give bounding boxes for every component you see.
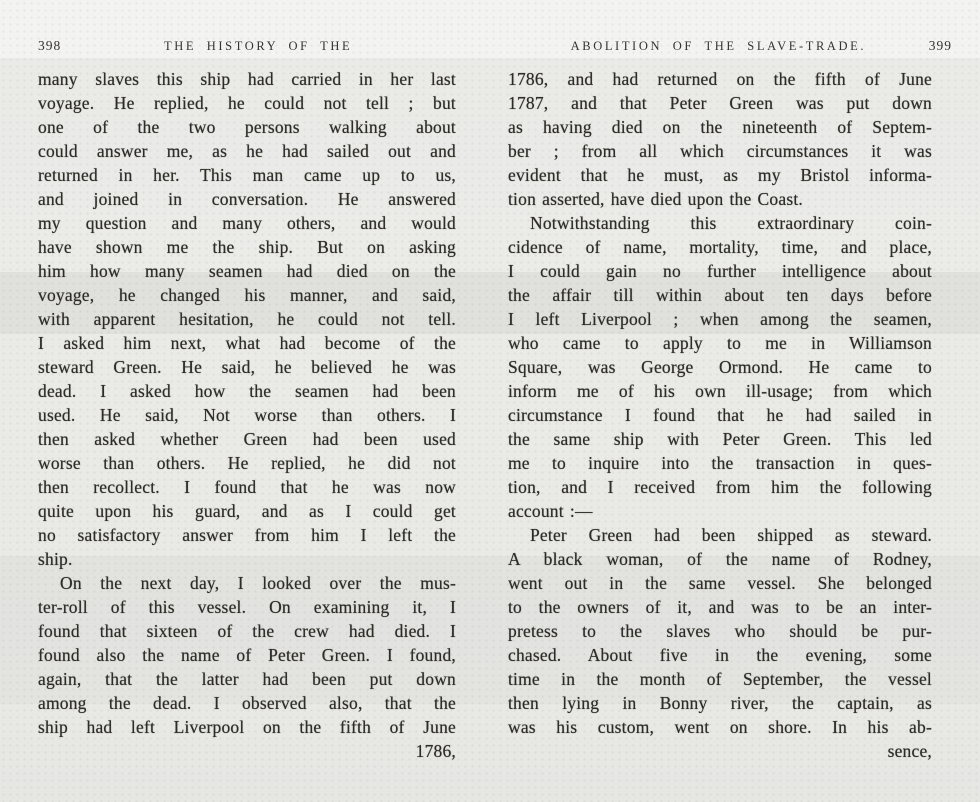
text-line: again, that the latter had been put down [38, 669, 456, 689]
text-column-left [38, 67, 456, 763]
text-line: 1786, [415, 741, 456, 761]
text-line: tion, and I received from him the following [508, 477, 932, 497]
text-line: one of the two persons walking about [38, 117, 456, 137]
text-line: as having died on the nineteenth of Septem- [508, 117, 932, 137]
text-line: have shown me the ship. But on asking [38, 237, 456, 257]
text-line: voyage. He replied, he could not tell ; but [38, 93, 456, 113]
text-line: no satisfactory answer from him I left the [38, 525, 456, 545]
text-line: ship had left Liverpool on the fifth of June [38, 717, 456, 737]
text-line: found that sixteen of the crew had died. I [38, 621, 456, 641]
text-line: Notwithstanding this extraordinary coin- [530, 213, 932, 233]
text-line: pretess to the slaves who should be pur- [508, 621, 932, 641]
text-line: found also the name of Peter Green. I found, [38, 645, 456, 665]
text-line: me to inquire into the transaction in ques- [508, 453, 932, 473]
text-line: dead. I asked how the seamen had been [38, 381, 456, 401]
text-line: A black woman, of the name of Rodney, [508, 549, 932, 569]
text-line: time in the month of September, the vessel [508, 669, 932, 689]
text-line: circumstance I found that he had sailed in [508, 405, 932, 425]
text-line: to the owners of it, and was to be an inter- [508, 597, 932, 617]
text-column-right [508, 67, 932, 763]
text-line: I asked him next, what had become of the [38, 333, 456, 353]
text-line: could answer me, as he had sailed out and [38, 141, 456, 161]
text-line: the same ship with Peter Green. This led [508, 429, 932, 449]
text-line: returned in her. This man came up to us, [38, 165, 456, 185]
text-line: went out in the same vessel. She belonged [508, 573, 932, 593]
text-line: then recollect. I found that he was now [38, 477, 456, 497]
text-line: evident that he must, as my Bristol informa- [508, 165, 932, 185]
text-line: him how many seamen had died on the [38, 261, 456, 281]
text-line: I left Liverpool ; when among the seamen, [508, 309, 932, 329]
text-line: Square, was George Ormond. He came to [508, 357, 932, 377]
text-line: my question and many others, and would [38, 213, 456, 233]
text-line: used. He said, Not worse than others. I [38, 405, 456, 425]
text-line: account :— [508, 501, 593, 521]
text-line: then asked whether Green had been used [38, 429, 456, 449]
text-line: 1786, and had returned on the fifth of June [508, 69, 932, 89]
running-title-right: ABOLITION OF THE SLAVE-TRADE. [570, 39, 867, 53]
page-left-header [38, 38, 455, 54]
text-line: was his custom, went on shore. In his ab- [508, 717, 932, 737]
text-line: 1787, and that Peter Green was put down [508, 93, 932, 113]
text-line: many slaves this ship had carried in her last [38, 69, 456, 89]
text-line: the affair till within about ten days before [508, 285, 932, 305]
text-line: On the next day, I looked over the mus- [60, 573, 456, 593]
text-line: and joined in conversation. He answered [38, 189, 456, 209]
text-line: Peter Green had been shipped as steward. [530, 525, 932, 545]
text-line: voyage, he changed his manner, and said, [38, 285, 456, 305]
text-line: I could gain no further intelligence about [508, 261, 932, 281]
text-line: sence, [887, 741, 932, 761]
text-line: ber ; from all which circumstances it was [508, 141, 932, 161]
text-line: steward Green. He said, he believed he was [38, 357, 456, 377]
text-line: who came to apply to me in Williamson [508, 333, 932, 353]
text-line: inform me of his own ill-usage; from which [508, 381, 932, 401]
text-line: tion asserted, have died upon the Coast. [508, 189, 803, 209]
text-line: worse than others. He replied, he did not [38, 453, 456, 473]
text-line: chased. About five in the evening, some [508, 645, 932, 665]
page-right-header [508, 38, 952, 54]
page-number-right: 399 [928, 38, 952, 53]
text-line: cidence of name, mortality, time, and place, [508, 237, 932, 257]
text-line: then lying in Bonny river, the captain, as [508, 693, 932, 713]
text-line: among the dead. I observed also, that the [38, 693, 456, 713]
running-title-left: THE HISTORY OF THE [163, 39, 353, 53]
text-line: quite upon his guard, and as I could get [38, 501, 456, 521]
text-line: with apparent hesitation, he could not tell. [38, 309, 456, 329]
text-line: ter-roll of this vessel. On examining it, I [38, 597, 456, 617]
page-right [490, 0, 980, 802]
page-number-left: 398 [38, 38, 62, 53]
text-line: ship. [38, 549, 73, 569]
